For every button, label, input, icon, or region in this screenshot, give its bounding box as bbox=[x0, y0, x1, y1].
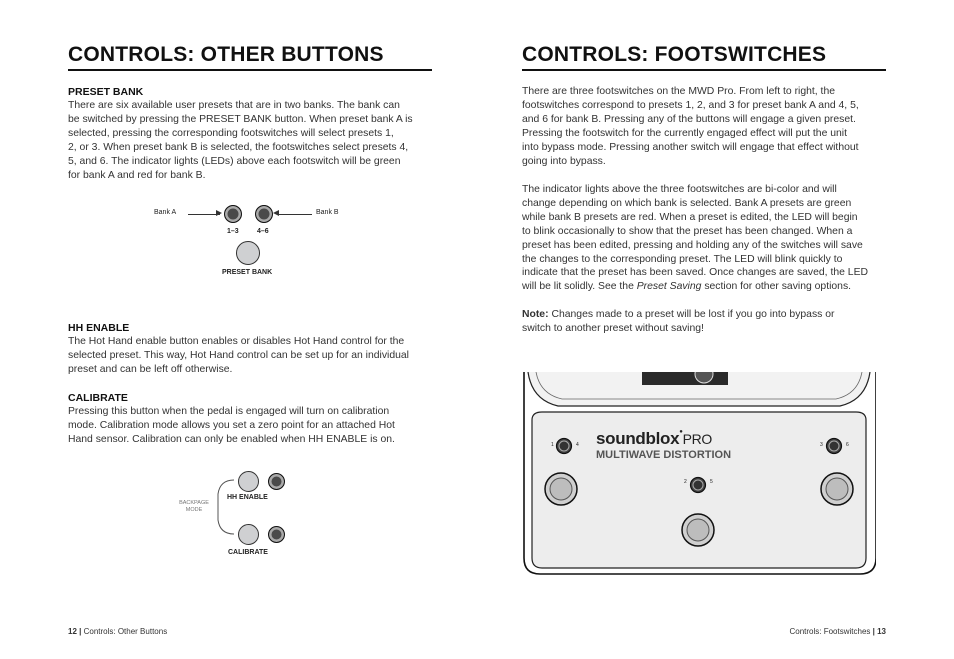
pedal-brand: soundblox●PRO bbox=[596, 429, 713, 448]
hh-enable-heading: HH ENABLE bbox=[68, 322, 130, 334]
range-b-label: 4–6 bbox=[257, 228, 269, 235]
led-bank-a bbox=[224, 205, 242, 223]
footer-section: Controls: Other Buttons bbox=[83, 627, 168, 636]
page-title: CONTROLS: OTHER BUTTONS bbox=[68, 43, 384, 66]
pedal-body-icon bbox=[522, 372, 876, 575]
range-a-label: 1–3 bbox=[227, 228, 239, 235]
backpage-mode-label: BACKPAGE MODE bbox=[179, 500, 209, 513]
bank-b-arrow bbox=[278, 214, 312, 215]
middle-led-number-5: 5 bbox=[710, 479, 713, 485]
note-label: Note: bbox=[522, 309, 549, 320]
right-led-number-3: 3 bbox=[820, 442, 823, 448]
arrow-head-icon bbox=[216, 210, 222, 216]
page-title: CONTROLS: FOOTSWITCHES bbox=[522, 43, 827, 66]
bank-b-label: Bank B bbox=[316, 209, 339, 216]
calibrate-text: Pressing this button when the pedal is engaged will turn on calibration mode. Calibration mode allows you set a zero point for an attached Hot Hand sensor. Calibration can only be enabled when HH ENABLE is on. bbox=[68, 406, 395, 445]
right-led-number-6: 6 bbox=[846, 442, 849, 448]
title-rule bbox=[68, 69, 432, 71]
page-number: | 13 bbox=[872, 627, 886, 636]
preset-bank-button-label: PRESET BANK bbox=[222, 269, 273, 276]
calibrate-label: CALIBRATE bbox=[228, 549, 268, 556]
registered-icon: ● bbox=[679, 429, 683, 435]
hh-enable-led bbox=[268, 473, 285, 490]
left-page bbox=[68, 0, 432, 659]
hh-enable-text: The Hot Hand enable button enables or disables Hot Hand control for the selected preset. This way, Hot Hand control can be set up for an individual preset and can be left off otherwise. bbox=[68, 336, 409, 375]
calibrate-button[interactable] bbox=[238, 524, 259, 545]
hh-enable-button[interactable] bbox=[238, 471, 259, 492]
hh-enable-label: HH ENABLE bbox=[227, 494, 268, 501]
pedal-model: MULTIWAVE DISTORTION bbox=[596, 449, 732, 461]
calibrate-heading: CALIBRATE bbox=[68, 392, 128, 404]
preset-saving-ref: Preset Saving bbox=[636, 281, 702, 293]
footswitches-paragraph-2: The indicator lights above the three footswitches are bi-color and will change depending on which bank is selected. Bank A presets are green while bank B presets are red. When a preset is edited, the LED will begin to blink occasionally to show that the preset has been changed. When a preset has been edited, pressing and holding any of the switches will save the changes to the corresponding preset. The LED will blink quickly to indicate that the preset has been saved. Once changes are saved, the LED will be lit solidly. See the Preset Saving section for other saving options. bbox=[522, 184, 869, 293]
footswitches-paragraph-1: There are three footswitches on the MWD Pro. From left to right, the footswitches correspond to presets 1, 2, and 3 for preset bank A and 4, 5, and 6 for bank B. Pressing any of the buttons will engage a given preset. Pressing the footswitch for the currently engaged effect will put the unit into bypass mode. Pressing another switch will engage that effect without going into bypass. bbox=[522, 86, 859, 167]
preset-bank-button[interactable] bbox=[236, 241, 260, 265]
right-page bbox=[522, 0, 886, 659]
footer-section: Controls: Footswitches bbox=[789, 627, 871, 636]
page-number: 12 | bbox=[68, 627, 82, 636]
calibrate-led bbox=[268, 526, 285, 543]
right-footer bbox=[789, 627, 886, 636]
note-paragraph: Note: Changes made to a preset will be lost if you go into bypass or switch to another preset without saving! bbox=[522, 309, 835, 334]
bracket-icon bbox=[214, 478, 236, 536]
pedal-illustration bbox=[522, 372, 876, 575]
preset-bank-text: There are six available user presets that are in two banks. The bank can be switched by pressing the PRESET BANK button. When preset bank A is selected, pressing the corresponding footswitches will select presets 1, 2, or 3. When preset bank B is selected, the footswitches select presets 4, 5, and 6. The indicator lights (LEDs) above each footswitch will be green for bank A and red for bank B. bbox=[68, 100, 413, 181]
left-footer bbox=[68, 627, 167, 636]
bank-a-label: Bank A bbox=[154, 209, 177, 216]
middle-led-number-2: 2 bbox=[684, 479, 687, 485]
led-bank-b bbox=[255, 205, 273, 223]
title-rule bbox=[522, 69, 886, 71]
left-led-number-1: 1 bbox=[551, 442, 554, 448]
preset-bank-heading: PRESET BANK bbox=[68, 86, 144, 98]
left-led-number-4: 4 bbox=[576, 442, 579, 448]
